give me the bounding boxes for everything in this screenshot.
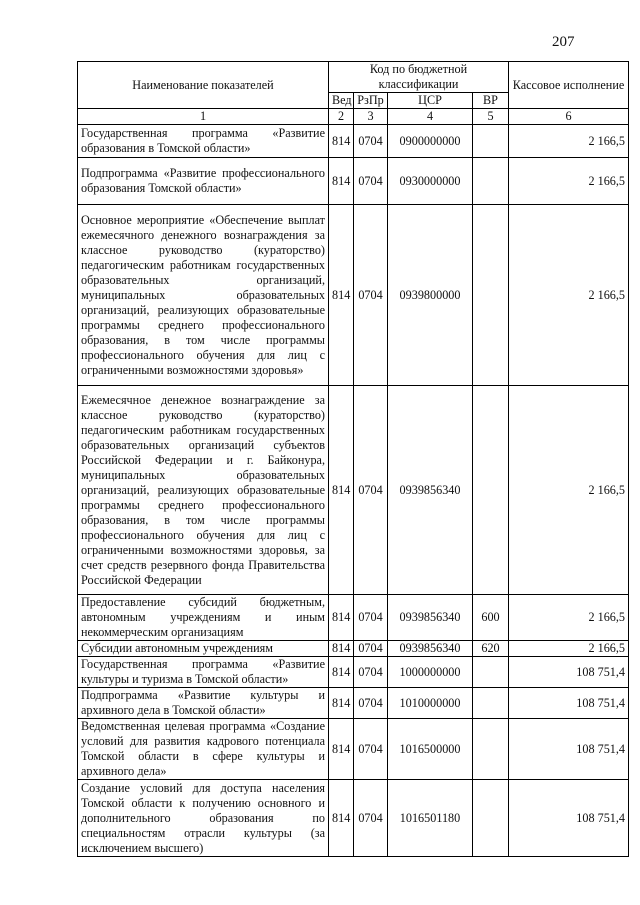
row-vr: [473, 158, 509, 205]
column-number: 2: [329, 109, 354, 125]
table-row: [78, 386, 629, 595]
row-csr: 0930000000: [388, 158, 473, 205]
row-amount: 108 751,4: [509, 688, 629, 719]
row-ved: 814: [329, 719, 354, 780]
column-number-row: [78, 109, 629, 125]
row-vr: [473, 386, 509, 595]
header-amount: Кассовое исполнение: [509, 62, 629, 109]
row-vr: [473, 780, 509, 857]
row-amount: 108 751,4: [509, 719, 629, 780]
row-csr: 1000000000: [388, 657, 473, 688]
row-rzpr: 0704: [354, 125, 388, 158]
row-csr: 0939856340: [388, 386, 473, 595]
row-rzpr: 0704: [354, 688, 388, 719]
row-rzpr: 0704: [354, 641, 388, 657]
row-amount: 2 166,5: [509, 386, 629, 595]
row-name: Ведомственная целевая программа «Создание условий для развития кадрового потенциала Томской области в сфере культуры и архивного дела»: [78, 719, 329, 780]
table-row: [78, 595, 629, 641]
table-row: [78, 125, 629, 158]
row-vr: [473, 125, 509, 158]
page-number: 207: [552, 34, 575, 50]
table-row: [78, 719, 629, 780]
row-vr: [473, 688, 509, 719]
row-vr: 620: [473, 641, 509, 657]
row-rzpr: 0704: [354, 205, 388, 386]
row-ved: 814: [329, 641, 354, 657]
row-amount: 108 751,4: [509, 657, 629, 688]
table-row: [78, 641, 629, 657]
row-csr: 0939800000: [388, 205, 473, 386]
column-number: 1: [78, 109, 329, 125]
row-ved: 814: [329, 688, 354, 719]
column-number: 3: [354, 109, 388, 125]
row-csr: 1016500000: [388, 719, 473, 780]
row-vr: [473, 719, 509, 780]
row-name: Предоставление субсидий бюджетным, автономным учреждениям и иным некоммерческим организациям: [78, 595, 329, 641]
row-ved: 814: [329, 595, 354, 641]
row-rzpr: 0704: [354, 780, 388, 857]
row-ved: 814: [329, 205, 354, 386]
table-row: [78, 657, 629, 688]
column-number: 5: [473, 109, 509, 125]
row-amount: 2 166,5: [509, 595, 629, 641]
row-name: Основное мероприятие «Обеспечение выплат ежемесячного денежного вознаграждения за классное руководство (кураторство) педагогическим работникам государственных образовательных организаций, муниципальных образовательных организаций, реализующих образовательные программы среднего профессионального образования, в том числе программы профессионального обучения для лиц с ограниченными возможностями здоровья»: [78, 205, 329, 386]
row-rzpr: 0704: [354, 657, 388, 688]
table-row: [78, 205, 629, 386]
row-ved: 814: [329, 657, 354, 688]
row-vr: 600: [473, 595, 509, 641]
row-name: Государственная программа «Развитие культуры и туризма в Томской области»: [78, 657, 329, 688]
row-csr: 0939856340: [388, 641, 473, 657]
row-rzpr: 0704: [354, 386, 388, 595]
row-amount: 108 751,4: [509, 780, 629, 857]
table-row: [78, 688, 629, 719]
row-name: Подпрограмма «Развитие профессионального образования Томской области»: [78, 158, 329, 205]
header-csr: ЦСР: [388, 93, 473, 109]
row-ved: 814: [329, 780, 354, 857]
row-csr: 1016501180: [388, 780, 473, 857]
row-name: Создание условий для доступа населения Томской области к получению основного и дополнительного образования по специальностям отрасли культуры (за исключением высшего): [78, 780, 329, 857]
table-header-row: [78, 62, 629, 93]
row-rzpr: 0704: [354, 158, 388, 205]
row-csr: 0900000000: [388, 125, 473, 158]
header-name: Наименование показателей: [78, 62, 329, 109]
row-vr: [473, 205, 509, 386]
budget-execution-table: [77, 61, 629, 857]
row-name: Государственная программа «Развитие образования в Томской области»: [78, 125, 329, 158]
row-name: Субсидии автономным учреждениям: [78, 641, 329, 657]
header-ved: Вед: [329, 93, 354, 109]
row-amount: 2 166,5: [509, 205, 629, 386]
column-number: 4: [388, 109, 473, 125]
row-amount: 2 166,5: [509, 641, 629, 657]
row-csr: 0939856340: [388, 595, 473, 641]
row-rzpr: 0704: [354, 595, 388, 641]
row-ved: 814: [329, 386, 354, 595]
row-rzpr: 0704: [354, 719, 388, 780]
column-number: 6: [509, 109, 629, 125]
table-row: [78, 780, 629, 857]
header-vr: ВР: [473, 93, 509, 109]
header-rzpr: РзПр: [354, 93, 388, 109]
row-ved: 814: [329, 158, 354, 205]
table-row: [78, 158, 629, 205]
row-name: Ежемесячное денежное вознаграждение за классное руководство (кураторство) педагогическим работникам государственных образовательных организаций субъектов Российской Федерации и г. Байконура, муниципальных образовательных организаций, реализующих образовательные программы среднего профессионального образования, в том числе программы профессионального обучения для лиц с ограниченными возможностями здоровья, за счет средств резервного фонда Правительства Российской Федерации: [78, 386, 329, 595]
row-name: Подпрограмма «Развитие культуры и архивного дела в Томской области»: [78, 688, 329, 719]
row-ved: 814: [329, 125, 354, 158]
row-amount: 2 166,5: [509, 158, 629, 205]
row-csr: 1010000000: [388, 688, 473, 719]
header-budget-code-group: Код по бюджетной классификации: [329, 62, 509, 93]
row-amount: 2 166,5: [509, 125, 629, 158]
row-vr: [473, 657, 509, 688]
